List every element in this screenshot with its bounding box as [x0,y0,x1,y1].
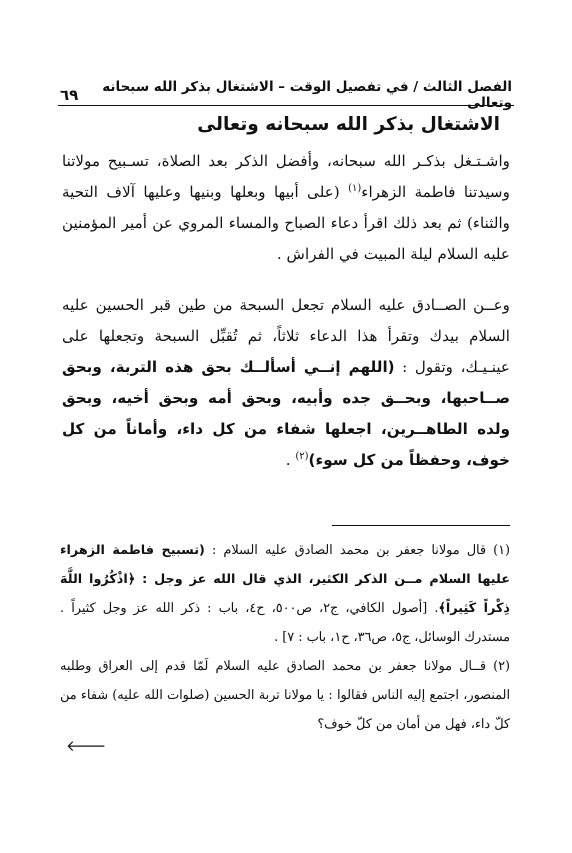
footnote-1-number: (١) [493,543,511,558]
paragraph-1-rest: (على أبيها وبعلها وبنيها وعليها آلاف التحية والثناء) ثم بعد ذلك اقرأ دعاء الصباح والمساء المروي عن أمير المؤمنين عليه السلام ليلة المبيت في الفراش . [62,183,510,263]
footnote-1 [60,536,510,652]
running-header [60,79,512,111]
footnote-2 [60,652,510,739]
paragraph-2-end: . [285,451,296,469]
page-number: ٦٩ [60,86,79,104]
running-title: الفصل الثالث / في تفصيل الوقت – الاشتغال بذكر الله سبحانه وتعالى [102,79,512,111]
continuation-arrow-icon: 🡐 [66,737,107,755]
footnote-ref-1: (١) [348,182,362,194]
paragraph-2-text: وعــن الصــادق عليه السلام تجعل السبحة من طين قبر الحسين عليه السلام بيدك وتقرأ هذا الدعاء ثلاثاً، ثم تُقبِّل السبحة وتجعلها على عينـيـك، وتقول : [62,296,510,376]
supplication-text: (اللهم إنــي أسألــك بحق هذه التربة، وبحق صــاحبها، وبحــق جده وأبيه، وبحق أمه وبحق أخيه، وبحق ولده الطاهــرين، اجعلها شفاء من كل داء، وأماناً من كل خوف، وحفظاً من كل سوء) [62,358,510,469]
paragraph-1-text: واشـتـغل بذكـر الله سبحانه، وأفضل الذكر بعد الصلاة، تسـبيح مولاتنا وسيدتنا فاطمة الزهراء [62,152,510,201]
footnotes [60,536,510,739]
footnote-ref-2: (٢) [295,450,309,462]
footnote-1-intro: قال مولانا جعفر بن محمد الصادق عليه السلام : [204,543,494,558]
paragraph-1 [62,146,510,270]
footnote-1-citation: . [أصول الكافي، ج٢، ص٥٠٠، ح٤، باب : ذكر الله عز وجل كثيراً . مستدرك الوسائل، ج٥، ص٣٦، ح١، باب : ٧] . [60,601,510,645]
footnote-1-quote: (تسبيح فاطمة الزهراء عليها السلام مــن الذكر الكثير، الذي قال الله عز وجل : ﴿اذْكُرُوا اللَّهَ ذِكْراً كَثِيراً﴾ [60,543,510,616]
footnote-separator [332,525,510,526]
paragraph-2 [62,290,510,476]
footnote-2-text: قــال مولانا جعفر بن محمد الصادق عليه السلام لَمّا قدم إلى العراق وطلبه المنصور، اجتمع إليه الناس فقالوا : يا مولانا تربة الحسين (صلوات الله عليه) شفاء من كلّ داء، فهل من أمان من كلّ خوف؟ [60,659,510,732]
header-rule [58,105,514,106]
section-title: الاشتغال بذكر الله سبحانه وتعالى [197,114,500,135]
footnote-2-number: (٢) [493,659,510,674]
